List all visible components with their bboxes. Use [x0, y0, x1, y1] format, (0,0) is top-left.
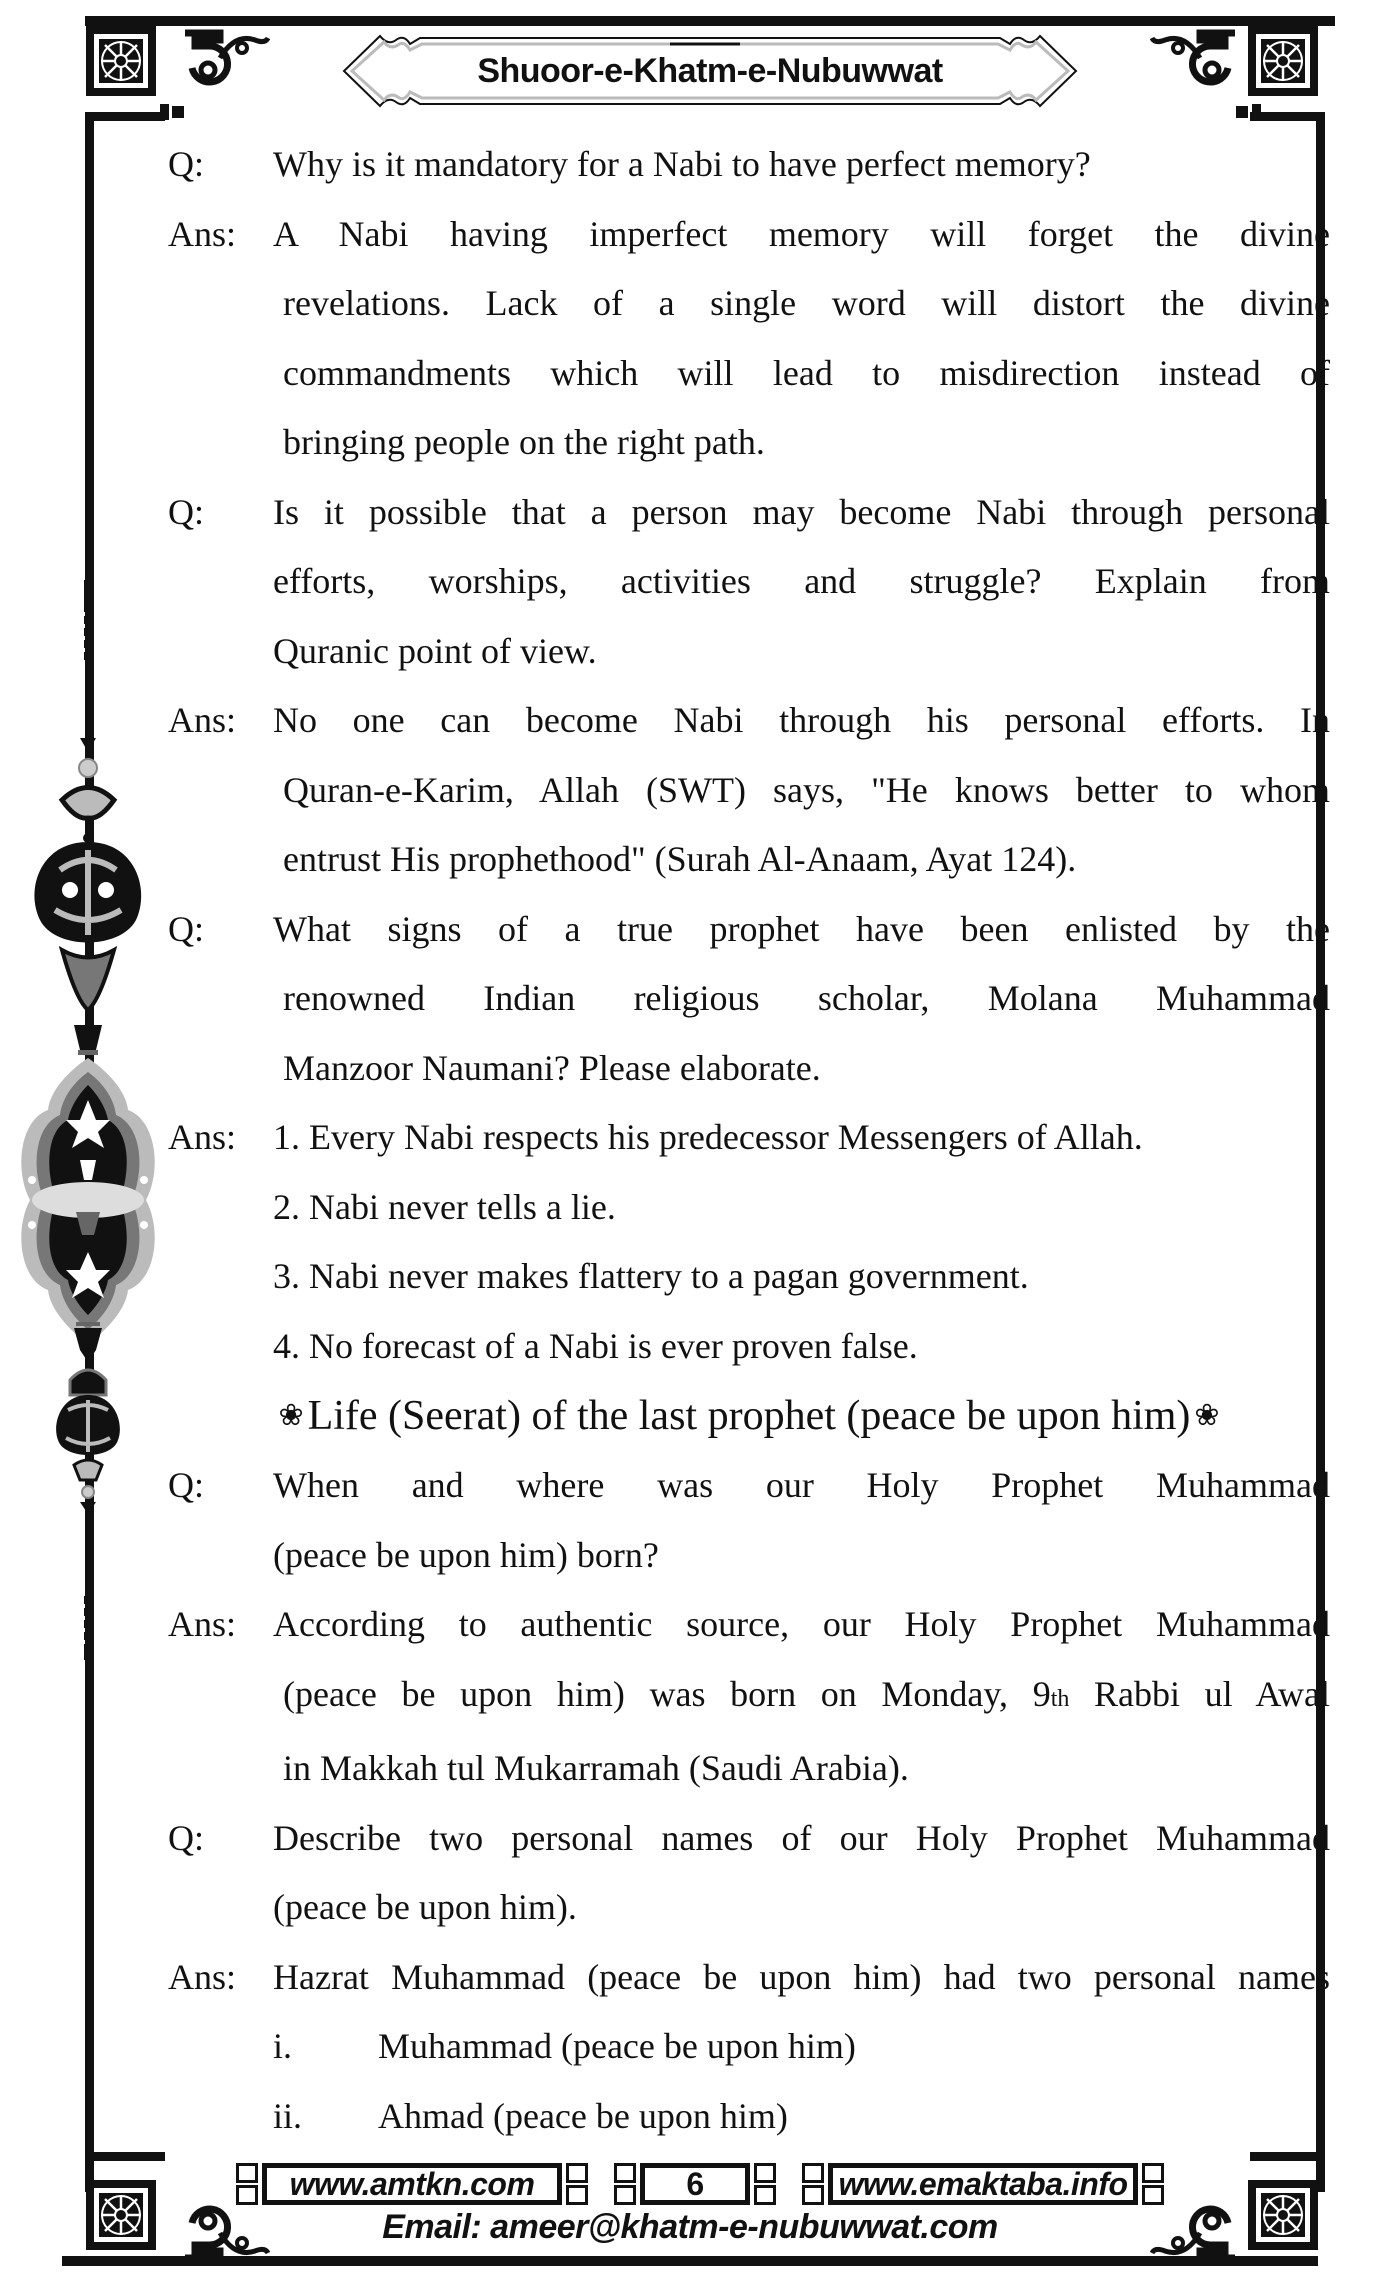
answer-text: Hazrat Muhammad (peace be upon him) had two personal names: [273, 1956, 1330, 1997]
answer-list: [273, 1103, 1330, 1381]
list-text: Muhammad (peace be upon him): [378, 2026, 856, 2066]
answer-row: [168, 1590, 1330, 1804]
question-row: [168, 1451, 1330, 1590]
question-text: When and where was our Holy Prophet Muhammad (peace be upon him) born?: [273, 1465, 1330, 1575]
question-text: Describe two personal names of our Holy Prophet Muhammad (peace be upon him).: [273, 1817, 1330, 1927]
answer-text: According to authentic source, our Holy Prophet Muhammad (peace be upon him) was born on Monday, 9th Rabbi ul Awal in Makkah tul Mukarramah (Saudi Arabia).: [273, 1604, 1331, 1788]
list-item: [168, 2082, 1330, 2152]
question-text: Is it possible that a person may become Nabi through personal efforts, worships, activities and struggle? Explain from Quranic point of view.: [273, 491, 1330, 671]
frame-tick: [172, 106, 184, 118]
frame-left-bottom-border: [85, 2152, 165, 2161]
question-label: Q:: [168, 908, 204, 949]
list-number: i.: [273, 2026, 293, 2066]
document-body: [168, 130, 1330, 2151]
answer-text: A Nabi having imperfect memory will forget the divine revelations. Lack of a single word will distort the divine commandments which will lead to misdirection instead of bringing people on the right path.: [273, 213, 1330, 462]
answer-label: Ans:: [168, 1117, 237, 1157]
website-link-left[interactable]: www.amtkn.com: [262, 2163, 562, 2205]
side-arabesque-ornament-icon: [0, 580, 160, 1660]
scroll-ornament-icon: [1150, 28, 1240, 103]
question-row: [168, 478, 1330, 687]
list-item: 4. No forecast of a Nabi is ever proven false.: [273, 1325, 918, 1366]
question-label: Q:: [168, 1817, 204, 1858]
question-row: [168, 895, 1330, 1104]
question-text: Why is it mandatory for a Nabi to have perfect memory?: [273, 144, 1091, 184]
page-title: Shuoor-e-Khatm-e-Nubuwwat: [477, 51, 943, 90]
title-banner: [340, 32, 1080, 110]
frame-tick: [1236, 106, 1248, 118]
scroll-ornament-icon: [180, 2188, 270, 2263]
frame-tick: [160, 104, 169, 120]
contact-email[interactable]: Email: ameer@khatm-e-nubuwwat.com: [382, 2208, 998, 2246]
answer-label: Ans:: [168, 1956, 237, 1997]
list-item: 3. Nabi never makes flattery to a pagan government.: [273, 1256, 1029, 1296]
answer-label: Ans:: [168, 213, 237, 254]
section-heading: [168, 1381, 1330, 1451]
answer-text: No one can become Nabi through his personal efforts. In Quran-e-Karim, Allah (SWT) says, "He knows better to whom entrust His prophethood" (Surah Al-Anaam, Ayat 124).: [273, 700, 1330, 879]
decorative-tile-icon: [614, 2163, 636, 2205]
corner-rosette-icon: [1248, 26, 1318, 96]
footer-link-bar: [236, 2163, 1164, 2205]
answer-label: Ans:: [168, 700, 237, 740]
list-number: ii.: [273, 2095, 303, 2136]
list-text: Ahmad (peace be upon him): [378, 2095, 788, 2136]
website-link-right[interactable]: www.emaktaba.info: [828, 2163, 1138, 2205]
question-label: Q:: [168, 491, 204, 532]
frame-left-top-border: [85, 112, 165, 121]
decorative-tile-icon: [802, 2163, 824, 2205]
list-item: [168, 2012, 1330, 2082]
question-label: Q:: [168, 1465, 204, 1505]
question-text: What signs of a true prophet have been enlisted by the renowned Indian religious scholar, Molana Muhammad Manzoor Naumani? Please elaborate.: [273, 908, 1330, 1088]
answer-row: [168, 1103, 1330, 1381]
frame-right-bottom-border: [1250, 2152, 1325, 2161]
scroll-ornament-icon: [1150, 2188, 1240, 2263]
answer-label: Ans:: [168, 1604, 237, 1644]
decorative-tile-icon: [566, 2163, 588, 2205]
decorative-tile-icon: [754, 2163, 776, 2205]
heading-ornament-right-icon: ❀: [1194, 1399, 1220, 1432]
question-row: [168, 130, 1330, 200]
list-item: 1. Every Nabi respects his predecessor Messengers of Allah.: [273, 1117, 1143, 1157]
answer-row: [168, 686, 1330, 895]
corner-rosette-icon: [86, 2180, 156, 2250]
list-item: 2. Nabi never tells a lie.: [273, 1186, 616, 1227]
answer-row: [168, 200, 1330, 478]
frame-right-top-border: [1250, 112, 1325, 121]
page-number: 6: [640, 2163, 750, 2205]
answer-row: [168, 1943, 1330, 2013]
corner-rosette-icon: [1248, 2180, 1318, 2250]
corner-rosette-icon: [86, 26, 156, 96]
frame-top-border: [85, 16, 1335, 26]
scroll-ornament-icon: [180, 28, 270, 103]
section-heading-text: Life (Seerat) of the last prophet (peace be upon him): [307, 1393, 1191, 1439]
question-label: Q:: [168, 144, 204, 184]
question-row: [168, 1804, 1330, 1943]
frame-tick: [1252, 104, 1261, 120]
heading-ornament-left-icon: ❀: [278, 1399, 304, 1432]
